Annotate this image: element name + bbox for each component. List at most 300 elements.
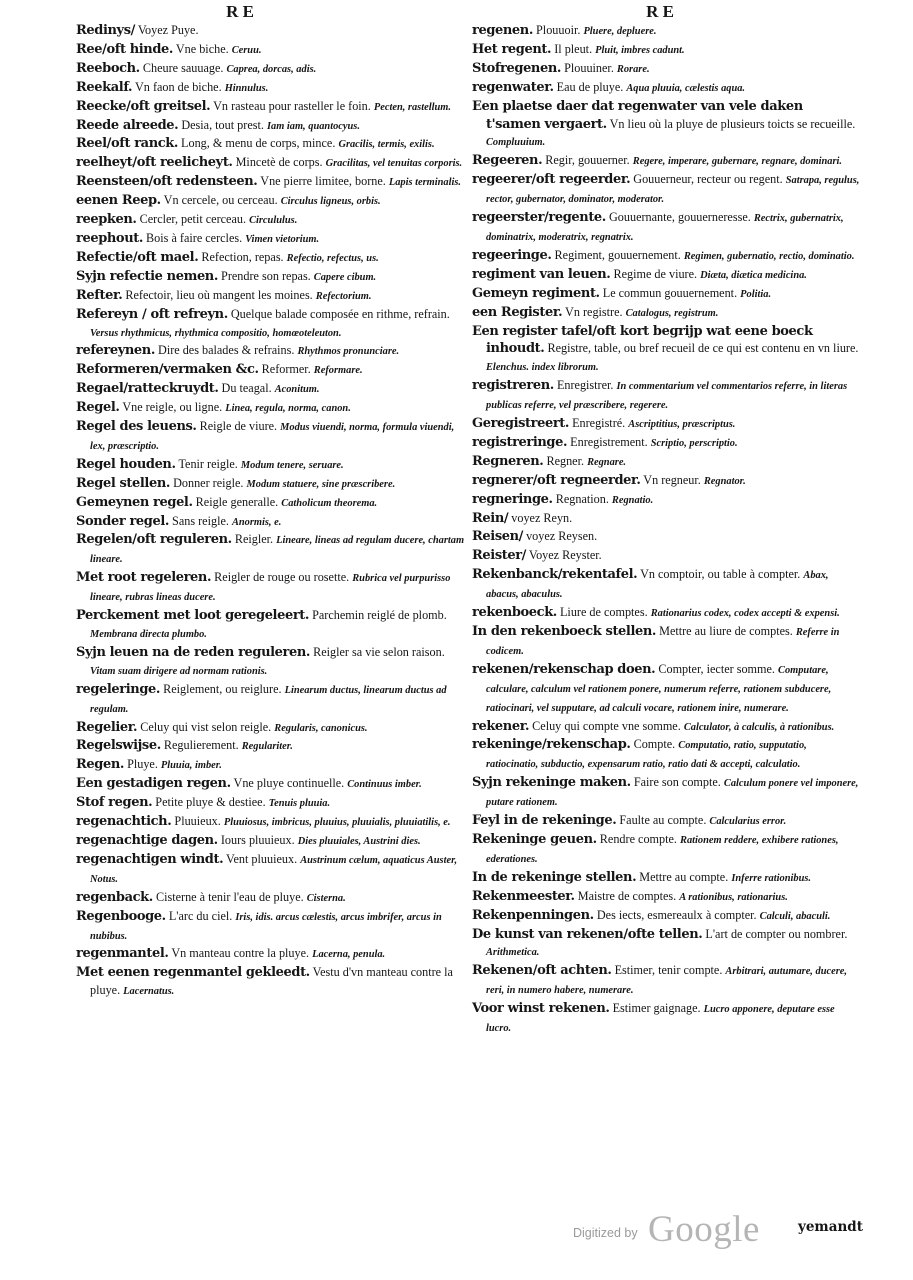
dictionary-entry [76,98,466,117]
headword: Rekenbanck/rekentafel. [472,567,638,583]
french-gloss: Vestu d'vn manteau contre la pluye. [90,965,453,998]
french-gloss: Regime de viure. [613,266,698,281]
french-gloss: Estimer, tenir compte. [614,963,723,978]
dictionary-entry [76,719,466,738]
latin-gloss: Capere cibum. [313,271,377,283]
dictionary-entry [76,813,466,832]
dictionary-entry [76,173,466,192]
headword: Perckement met loot geregeleert. [76,608,310,624]
headword: Rekenmeester. [472,888,575,904]
headword: regenachtige dagen. [76,832,218,848]
dictionary-entry [76,475,466,494]
latin-gloss: Politia. [740,288,772,300]
headword: Gemeyn regiment. [472,285,600,301]
latin-gloss: Gracilitas, vel tenuitas corporis. [325,158,463,170]
headword: Reel/oft ranck. [76,136,178,152]
headword: Stofregenen. [472,60,562,76]
dictionary-entry [472,453,860,472]
headword: Refectie/oft mael. [76,249,199,265]
latin-gloss: Regulariter. [241,741,293,753]
headword: Reensteen/oft redensteen. [76,174,258,190]
french-gloss: Eau de pluye. [556,79,624,94]
dictionary-entry [472,528,860,547]
latin-gloss: Refectio, refectus, us. [286,252,379,264]
french-gloss: Enregistré. [572,416,626,431]
headword: De kunst van rekenen/ofte tellen. [472,926,703,942]
latin-gloss: Rorare. [616,63,650,75]
latin-gloss: Regularis, canonicus. [274,722,368,734]
latin-gloss: Calcularius error. [709,816,787,828]
french-gloss: voyez Reysen. [526,529,598,544]
headword: Syjn leuen na de reden reguleren. [76,644,311,660]
french-gloss: Faulte au compte. [619,813,707,828]
headword: Regel stellen. [76,475,171,491]
dictionary-entry [76,117,466,136]
dictionary-entry [472,907,860,926]
latin-gloss: Tenuis pluuia. [268,798,331,810]
french-gloss: Petite pluye & destiee. [155,795,266,810]
french-gloss: Reigle generalle. [195,494,279,509]
latin-gloss: Regnatio. [611,494,654,506]
latin-gloss: Scriptio, perscriptio. [650,437,738,449]
french-gloss: Celuy qui compte vne somme. [532,718,681,733]
headword: Regelswijse. [76,738,161,754]
latin-gloss: Satrapa, regulus, rector, gubernator, dominator, moderator. [486,175,860,206]
french-gloss: Vn cercele, ou cerceau. [163,193,278,208]
dictionary-entry [472,60,860,79]
dictionary-entry [76,380,466,399]
french-gloss: Regnation. [555,491,609,506]
french-gloss: Pluuieux. [174,814,221,829]
dictionary-entry [76,135,466,154]
french-gloss: Plouuiner. [564,60,614,75]
headword: In de rekeninge stellen. [472,869,637,885]
headword: regeerer/oft regeerder. [472,172,631,188]
dictionary-entry [472,962,860,1000]
headword: regenmantel. [76,946,169,962]
french-gloss: Gouuerneur, recteur ou regent. [633,172,783,187]
french-gloss: Mettre au compte. [639,869,729,884]
headword: registreren. [472,378,554,394]
headword: Sonder regel. [76,513,169,529]
headword: Refter. [76,287,123,303]
headword: Een gestadigen regen. [76,776,231,792]
french-gloss: Gouuernante, gouuerneresse. [608,210,751,225]
french-gloss: Reiglement, ou reiglure. [163,681,282,696]
dictionary-entry [76,607,466,644]
headword: Refereyn / oft refreyn. [76,306,228,322]
french-gloss: Vn comptoir, ou table à compter. [640,567,801,582]
latin-gloss: Hinnulus. [224,82,269,94]
french-gloss: Desia, tout prest. [181,117,264,132]
french-gloss: Dire des balades & refrains. [158,343,295,358]
french-gloss: Quelque balade composée en rithme, refrain. [230,306,450,321]
latin-gloss: Catalogus, registrum. [625,307,719,319]
dictionary-entry [76,79,466,98]
headword: rekeninge/rekenschap. [472,737,631,753]
dictionary-entry [472,510,860,529]
french-gloss: Refectoir, lieu où mangent les moines. [125,287,313,302]
dictionary-entry [76,569,466,607]
headword: registreringe. [472,434,568,450]
french-gloss: Le commun gouuernement. [602,285,738,300]
headword: Regen. [76,757,125,773]
latin-gloss: Regere, imperare, gubernare, regnare, dominari. [632,156,843,168]
headword: Feyl in de rekeninge. [472,813,617,829]
latin-gloss: Ascriptitius, præscriptus. [628,419,736,431]
dictionary-entry [76,154,466,173]
french-gloss: Vn registre. [565,304,623,319]
french-gloss: Vne biche. [175,41,229,56]
headword: Syjn refectie nemen. [76,268,218,284]
latin-gloss: Lineare, lineas ad regulam ducere, chartam lineare. [90,535,465,566]
french-gloss: Reigler. [234,532,274,547]
french-gloss: Enregistrer. [556,378,614,393]
latin-gloss: Membrana directa plumbo. [90,629,207,640]
french-gloss: Reigler sa vie selon raison. [313,644,445,659]
latin-gloss: Lacernatus. [123,986,175,998]
dictionary-entry [472,434,860,453]
latin-gloss: Computatio, ratio, supputatio, ratiocinatio, subductio, expensarum ratio, ratio dati & accepti, calculatio. [486,740,807,771]
headword: Regel. [76,400,120,416]
dictionary-entry [76,851,466,889]
latin-gloss: Refectorium. [315,290,372,302]
latin-gloss: Pluuiosus, imbricus, pluuius, pluuialis, pluuiatilis, e. [223,817,451,829]
dictionary-entry [472,22,860,41]
french-gloss: Regiment, gouuernement. [554,247,681,262]
headword: rekenen/rekenschap doen. [472,661,656,677]
latin-gloss: Cisterna. [306,892,346,904]
dictionary-entry [76,945,466,964]
headword: regneringe. [472,491,553,507]
dictionary-entry [76,399,466,418]
latin-gloss: Anormis, e. [231,516,282,528]
latin-gloss: Vimen vietorium. [245,233,320,245]
dictionary-entry [472,41,860,60]
latin-gloss: Arbitrari, autumare, ducere, reri, in numero habere, numerare. [486,966,847,997]
dictionary-entry [76,737,466,756]
running-head-right: R E [646,2,674,21]
latin-gloss: Arithmetica. [486,947,540,959]
dictionary-entry [472,209,860,247]
french-gloss: Compte. [633,737,676,752]
headword: regenen. [472,23,533,38]
french-gloss: Long, & menu de corps, mince. [181,136,336,151]
latin-gloss: Aqua pluuia, cælestis aqua. [626,82,746,94]
dictionary-entry [472,869,860,888]
dictionary-entry [76,832,466,851]
headword: Reisen/ [472,529,524,545]
french-gloss: L'art de compter ou nombrer. [705,926,848,941]
french-gloss: Vn faon de biche. [135,79,222,94]
latin-gloss: Lacerna, penula. [312,949,386,961]
dictionary-entry [472,547,860,566]
headword: Reformeren/vermaken &c. [76,362,259,378]
dictionary-entry [76,306,466,343]
headword: rekener. [472,718,530,734]
headword: Reede alreede. [76,117,179,133]
google-watermark: Google [648,1209,760,1250]
french-gloss: Reformer. [261,362,311,377]
dictionary-entry [76,192,466,211]
latin-gloss: Continuus imber. [347,779,422,791]
headword: Regeeren. [472,153,543,169]
dictionary-entry [472,926,860,963]
latin-gloss: Referre in codicem. [486,627,840,657]
headword: regenwater. [472,79,554,95]
headword: Reecke/oft greitsel. [76,98,211,114]
headword: Reekalf. [76,79,133,95]
headword: Regel des leuens. [76,419,197,435]
headword: Regenbooge. [76,908,166,924]
dictionary-entry [76,889,466,908]
latin-gloss: Rectrix, gubernatrix, dominatrix, moderatrix, regnatrix. [486,213,844,243]
headword: Voor winst rekenen. [472,1001,610,1017]
latin-gloss: Calculi, abaculi. [759,910,831,922]
french-gloss: Cisterne à tenir l'eau de pluye. [155,889,304,904]
headword: Het regent. [472,41,552,57]
latin-gloss: Circulus ligneus, orbis. [280,196,381,208]
latin-gloss: Austrinum cælum, aquaticus Auster, Notus. [90,854,458,885]
dictionary-entry [472,718,860,737]
latin-gloss: Aconitum. [274,384,320,396]
dictionary-entry [472,266,860,285]
headword: regeeringe. [472,247,552,263]
french-gloss: Iours pluuieux. [220,832,295,847]
french-gloss: Vn lieu où la pluye de plusieurs toicts se recueille. [609,116,856,131]
latin-gloss: Gracilis, termis, exilis. [338,139,435,151]
headword: eenen Reep. [76,193,161,209]
dictionary-entry [472,1000,860,1038]
dictionary-entry [76,775,466,794]
dictionary-entry [472,774,860,812]
french-gloss: Estimer gaignage. [612,1001,701,1016]
headword: Een plaetse daer dat regenwater van vele daken t'samen vergaert. [472,98,803,132]
french-gloss: Vne pluye continuelle. [233,776,345,791]
latin-gloss: Modus viuendi, norma, formula viuendi, lex, præscriptio. [90,422,455,452]
dictionary-entry [472,98,860,153]
latin-gloss: Modum tenere, seruare. [240,459,344,471]
dictionary-entry [76,494,466,513]
headword: regeleringe. [76,681,161,697]
latin-gloss: Computare, calculare, calculum vel rationem ponere, numerum referre, rationem subducere, ratiocinari, vel supputare, ad calculi vocare, rationem inire, numerare. [486,664,832,714]
latin-gloss: Lapis terminalis. [388,177,462,189]
french-gloss: Vn regneur. [643,472,701,487]
dictionary-entry [472,247,860,266]
dictionary-entry [76,513,466,532]
french-gloss: Tenir reigle. [178,456,238,471]
french-gloss: voyez Reyn. [511,510,573,525]
digitized-by-label: Digitized by [573,1226,638,1240]
latin-gloss: Reformare. [313,365,363,377]
french-gloss: Sans reigle. [172,513,229,528]
french-gloss: Rendre compte. [599,831,677,846]
dictionary-entry [472,888,860,907]
french-gloss: Il pleut. [554,41,593,56]
headword: reelheyt/oft reelicheyt. [76,155,233,171]
dictionary-entry [76,60,466,79]
latin-gloss: Rhythmos pronunciare. [297,346,400,358]
latin-gloss: Regimen, gubernatio, rectio, dominatio. [683,250,855,262]
french-gloss: Vne reigle, ou ligne. [122,400,223,415]
dictionary-entry [76,756,466,775]
headword: rekenboeck. [472,605,557,621]
french-gloss: Voyez Reyster. [528,548,602,563]
latin-gloss: Lucro apponere, deputare esse lucro. [486,1004,835,1035]
headword: Regelen/oft reguleren. [76,532,232,548]
latin-gloss: In commentarium vel commentarios referre, in literas publicas referre, vel præscribere, regerere. [486,381,848,412]
french-gloss: Cheure sauuage. [142,60,224,75]
latin-gloss: Iam iam, quantocyus. [266,120,360,132]
dictionary-entry [76,22,466,41]
latin-gloss: Calculum ponere vel imponere, putare rationem. [486,778,859,809]
latin-gloss: Calculator, à calculis, à rationibus. [683,721,835,733]
dictionary-entry [472,377,860,415]
dictionary-entry [472,323,860,378]
french-gloss: Parchemin reiglé de plomb. [312,608,447,623]
headword: Regel houden. [76,456,176,472]
headword: In den rekenboeck stellen. [472,624,657,639]
dictionary-entry [76,230,466,249]
dictionary-entry [76,287,466,306]
french-gloss: Vn manteau contre la pluye. [171,946,310,961]
dictionary-entry [472,79,860,98]
french-gloss: Celuy qui vist selon reigle. [140,719,272,734]
french-gloss: Regir, gouuerner. [545,153,630,168]
latin-gloss: Catholicum theorema. [281,497,378,509]
dictionary-entry [76,908,466,946]
headword: regnerer/oft regneerder. [472,472,641,488]
french-gloss: Vne pierre limitee, borne. [260,174,386,189]
headword: regenachtich. [76,814,172,830]
french-gloss: Des iects, esmereaulx à compter. [596,907,757,922]
latin-gloss: Vitam suam dirigere ad normam rationis. [90,665,268,677]
latin-gloss: Rubrica vel purpurisso lineare, rubras lineas ducere. [90,573,451,604]
french-gloss: Reigle de viure. [199,419,278,434]
headword: Redinys/ [76,23,135,38]
french-gloss: Maistre de comptes. [577,888,677,903]
latin-gloss: Inferre rationibus. [731,872,811,884]
french-gloss: L'arc du ciel. [168,908,233,923]
dictionary-entry [472,661,860,718]
headword: regiment van leuen. [472,266,611,282]
french-gloss: Donner reigle. [173,475,244,490]
dictionary-entry [472,491,860,510]
dictionary-entry [472,415,860,434]
headword: Reister/ [472,548,527,564]
dictionary-entry [76,794,466,813]
french-gloss: Regulierement. [163,738,239,753]
latin-gloss: Circululus. [249,215,298,227]
french-gloss: Compter, iecter somme. [658,661,775,676]
dictionary-entry [472,604,860,623]
headword: reepken. [76,212,137,228]
latin-gloss: Compluuium. [486,137,546,149]
latin-gloss: Regnare. [587,456,627,468]
latin-gloss: Regnator. [703,475,746,487]
french-gloss: Reigler de rouge ou rosette. [214,570,350,585]
latin-gloss: Abax, abacus, abaculus. [486,570,829,601]
headword: Rekeninge geuen. [472,831,597,847]
latin-gloss: Dies pluuiales, Austrini dies. [297,835,421,847]
headword: regenachtigen windt. [76,851,224,867]
french-gloss: Du teagal. [221,381,272,396]
dictionary-entry [76,964,466,1001]
dictionary-entry [76,644,466,681]
dictionary-entry [472,566,860,604]
french-gloss: Refection, repas. [201,249,284,264]
dictionary-entry [76,249,466,268]
headword: Ree/oft hinde. [76,41,174,57]
latin-gloss: Diæta, diætica medicina. [700,269,807,281]
dictionary-entry [472,831,860,869]
dictionary-entry [472,152,860,171]
latin-gloss: Pluere, depluere. [583,26,657,37]
headword: Rein/ [472,510,509,526]
french-gloss: Mincetè de corps. [235,155,323,170]
latin-gloss: Pluit, imbres cadunt. [595,44,685,56]
latin-gloss: Rationem reddere, exhibere rationes, ederationes. [486,834,839,865]
latin-gloss: Ceruu. [231,44,262,56]
latin-gloss: Elenchus. index librorum. [486,362,599,374]
latin-gloss: Iris, idis. arcus cælestis, arcus imbrifer, arcus in nubibus. [90,911,442,942]
french-gloss: Pluye. [127,757,158,772]
french-gloss: Bois à faire cercles. [146,230,243,245]
french-gloss: Liure de comptes. [559,605,648,620]
dictionary-entry [472,623,860,661]
headword: Met eenen regenmantel gekleedt. [76,965,310,981]
latin-gloss: Linea, regula, norma, canon. [225,403,351,415]
latin-gloss: Linearum ductus, linearum ductus ad regulam. [90,684,447,715]
dictionary-entry [76,211,466,230]
dictionary-entry [76,268,466,287]
dictionary-entry [76,531,466,569]
dictionary-entry [76,418,466,456]
french-gloss: Regner. [546,453,585,468]
french-gloss: Voyez Puye. [137,23,199,37]
dictionary-entry [472,736,860,774]
french-gloss: Mettre au liure de comptes. [659,624,793,638]
latin-gloss: Modum statuere, sine præscribere. [246,478,396,490]
latin-gloss: Versus rhythmicus, rhythmica compositio, homœoteleuton. [90,327,342,339]
headword: Syjn rekeninge maken. [472,775,631,791]
headword: regenback. [76,889,153,905]
french-gloss: Registre, table, ou bref recueil de ce qui est contenu en vn liure. [547,341,859,356]
dictionary-entry [76,342,466,361]
headword: Met root regeleren. [76,570,212,586]
latin-gloss: Pluuia, imber. [160,760,222,772]
headword: Regneren. [472,453,544,469]
headword: reephout. [76,230,143,246]
french-gloss: Enregistrement. [570,434,648,449]
headword: Reeboch. [76,60,140,76]
dictionary-entry [472,285,860,304]
headword: Gemeynen regel. [76,494,193,510]
right-column [472,22,860,1038]
headword: een Register. [472,304,563,320]
headword: refereynen. [76,343,155,359]
latin-gloss: A rationibus, rationarius. [679,891,788,903]
latin-gloss: Caprea, dorcas, adis. [226,63,317,75]
dictionary-entry [76,456,466,475]
headword: Geregistreert. [472,416,570,432]
french-gloss: Prendre son repas. [221,268,311,283]
dictionary-entry [472,304,860,323]
dictionary-entry [76,41,466,60]
headword: Rekenen/oft achten. [472,963,612,979]
headword: Stof regen. [76,795,153,811]
headword: Rekenpenningen. [472,907,594,923]
